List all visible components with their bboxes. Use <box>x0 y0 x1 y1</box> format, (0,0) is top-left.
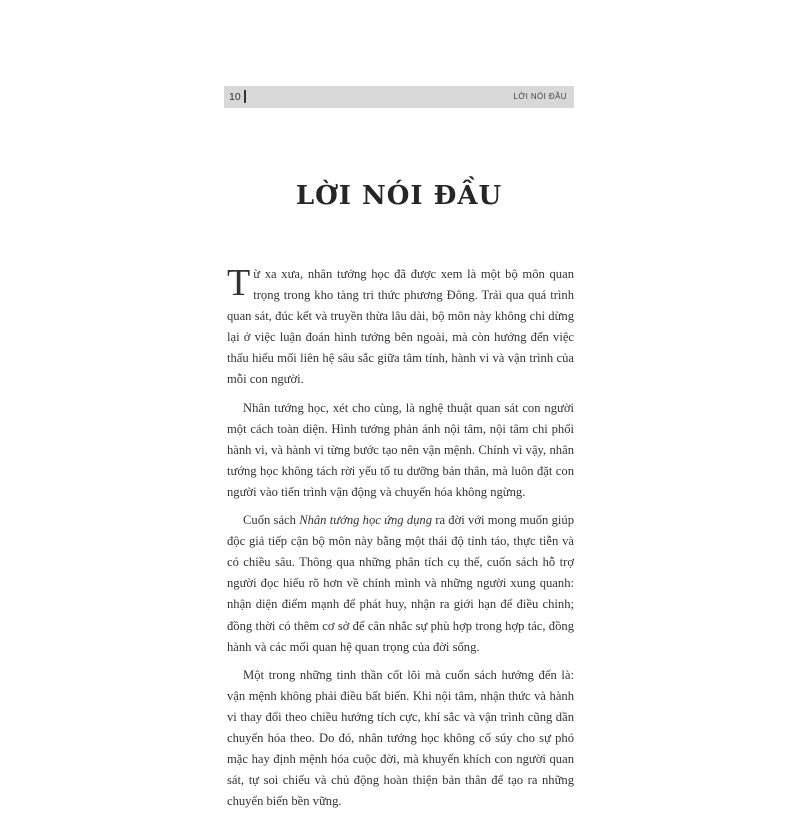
drop-cap: T <box>227 262 251 304</box>
page-number: 10 <box>229 91 241 103</box>
body-text <box>227 264 574 819</box>
chapter-title: LỜI NÓI ĐẦU <box>295 181 503 211</box>
paragraph-3-pre: Cuốn sách <box>243 513 300 528</box>
paragraph-3 <box>227 510 574 658</box>
paragraph-1-text: ừ xa xưa, nhân tướng học đã được xem là một bộ môn quan trọng trong kho tàng tri thức phương Đông. Trải qua quá trình quan sát, đúc kết và truyền thừa lâu dài, bộ môn này không chỉ dừng lại ở việc luận đoán hình tướng bên ngoài, mà còn hướng đến việc thấu hiểu mối liên hệ sâu sắc giữa tâm tính, hành vi và vận trình của mỗi con người. <box>227 267 574 387</box>
paragraph-1 <box>227 264 574 391</box>
running-head: LỜI NÓI ĐẦU <box>513 92 567 101</box>
book-title: Nhân tướng học ứng dụng <box>299 513 433 528</box>
header-divider <box>244 90 246 103</box>
paragraph-4: Một trong những tinh thần cốt lõi mà cuốn sách hướng đến là: vận mệnh không phải điều bất biến. Khi nội tâm, nhận thức và hành vi thay đổi theo chiều hướng tích cực, khí sắc và vận trình cũng dần chuyển hóa theo. Do đó, nhân tướng học không cổ súy cho sự phó mặc hay định mệnh hóa cuộc đời, mà khuyến khích con người quan sát, tự soi chiếu và chủ động hoàn thiện bản thân để tạo ra những chuyển biến bền vững. <box>227 667 574 809</box>
paragraph-3-post: ra đời với mong muốn giúp độc giả tiếp cận bộ môn này bằng một thái độ tỉnh táo, thực tiễn và có chiều sâu. Thông qua những phân tích cụ thể, cuốn sách hỗ trợ người đọc hiểu rõ hơn về chính mình và những người xung quanh: nhận diện điểm mạnh để phát huy, nhận ra giới hạn để điều chỉnh; đồng thời có thêm cơ sở để cân nhắc sự phù hợp trong hợp tác, đồng hành và các mối quan hệ quan trọng của đời sống. <box>227 513 574 654</box>
paragraph-2: Nhân tướng học, xét cho cùng, là nghệ thuật quan sát con người một cách toàn diện. Hình tướng phản ánh nội tâm, nội tâm chi phối hành vi, và hành vi từng bước tạo nên vận mệnh. Chính vì vậy, nhân tướng học không tách rời yếu tố tu dưỡng bản thân, mà luôn đặt con người vào tiến trình vận động và chuyển hóa không ngừng. <box>227 400 574 499</box>
